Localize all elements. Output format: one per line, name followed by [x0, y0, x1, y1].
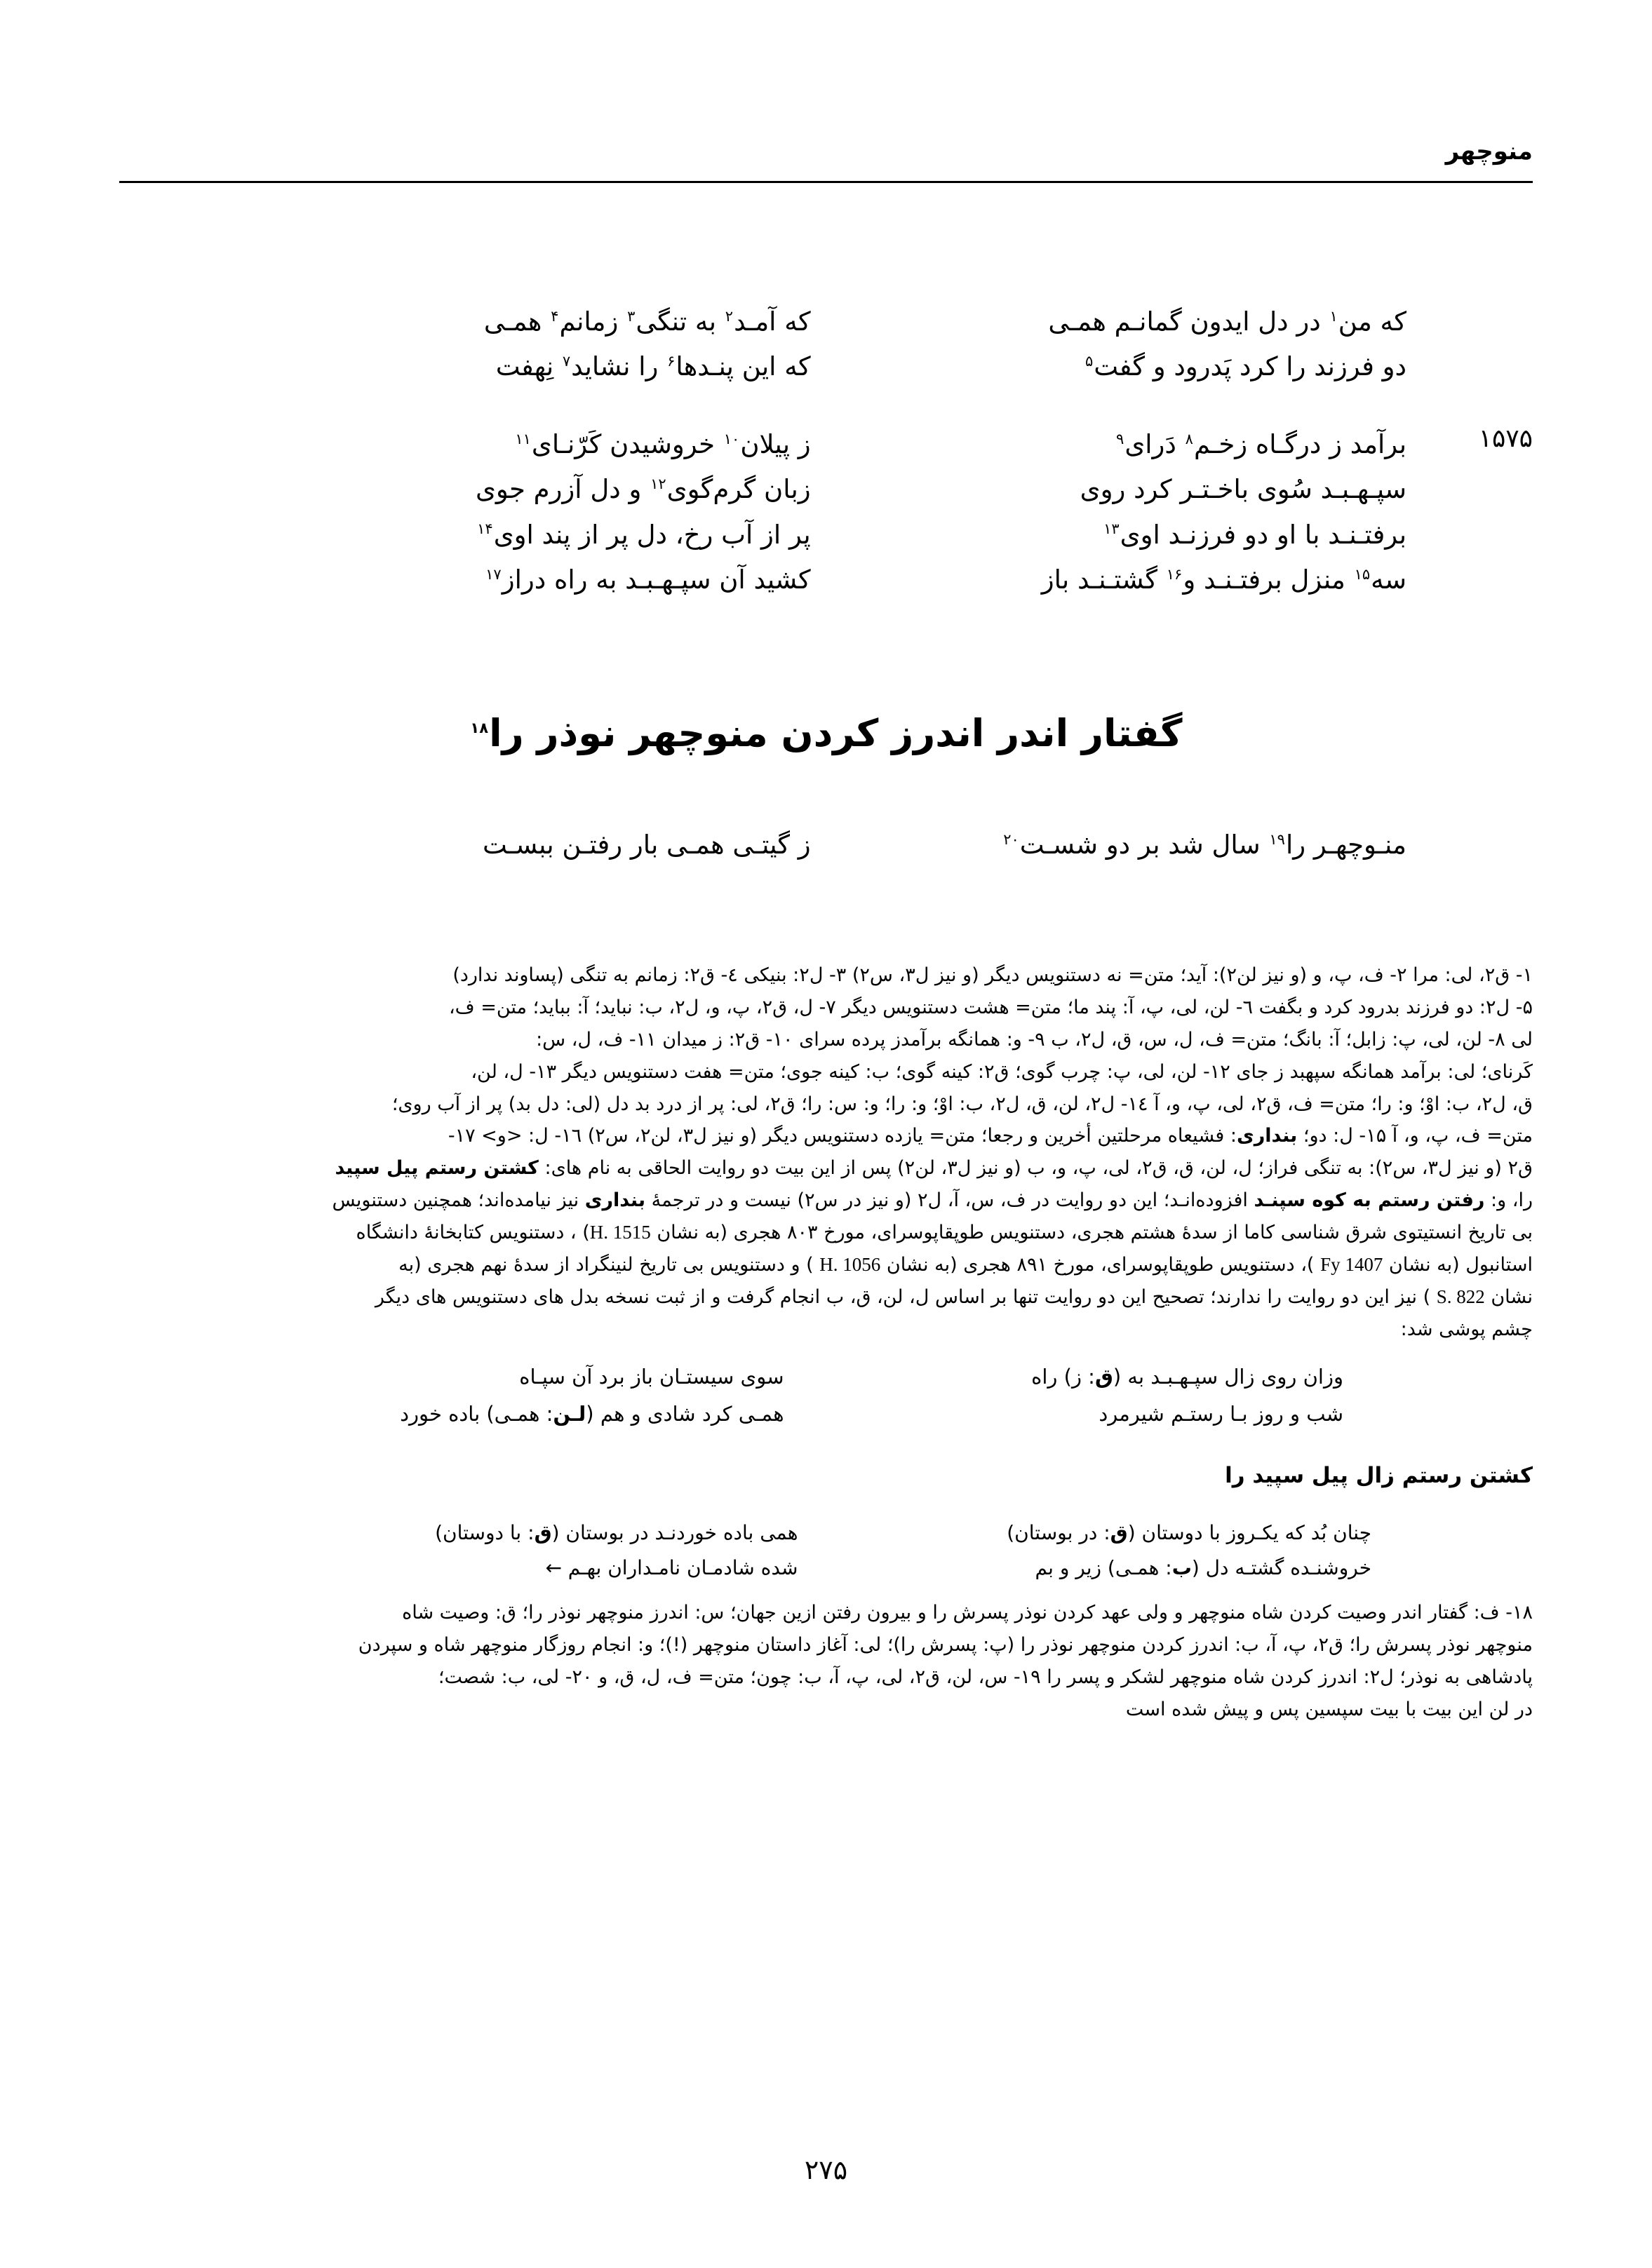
couplet-row	[119, 1396, 1533, 1433]
hemistich-right: برآمد ز درگـاه زخـم$^۸$ دَرای$^۹$	[1116, 428, 1406, 459]
running-head-title: منوچهر	[1445, 137, 1533, 166]
apparatus-line: پادشاهی به نوذر؛ ل۲: اندرز کردن شاه منوچهر لشکر و پسر را ۱۹- س، لن، ق۲، لی، پ، آ، ب: چون؛ متن= ف، ل، ق، و ۲۰- لی، ب: شصت؛	[438, 1666, 1533, 1689]
footnote-marker: ۱۳	[1103, 520, 1120, 538]
hemistich-right: منـوچهـر را$^{۱۹}$ سال شد بر دو شسـت$^{۲۰}$	[1003, 830, 1406, 860]
footnote-marker: ۲	[725, 307, 734, 325]
hemistich-left: ز پیلان$^{۱۰}$ خروشیدن کَرّنـای$^{۱۱}$	[515, 428, 811, 459]
page-number: ۲۷۵	[804, 2154, 848, 2185]
apparatus-line: نشان S. 822 ) نیز این دو روایت را ندارند؛ تصحیح این دو روایت تنها بر اساس ل، لن، ق، ب انجام گرفت و از ثبت نسخه بدل های دستنویس های دیگر	[375, 1285, 1533, 1308]
footnote-marker: ۶	[667, 353, 676, 370]
footnote-marker: ۳	[627, 307, 636, 325]
hemistich-left: زبان گرم‌گوی$^{۱۲}$ و دل آزرم جوی	[475, 474, 811, 505]
bayt-number: ۱۵۷۵	[1478, 424, 1533, 453]
hemistich-right: سه$^{۱۵}$ منزل برفتـنـد و$^{۱۶}$ گشتـنـد باز	[1041, 565, 1406, 595]
footnote-marker: ۷	[562, 353, 571, 370]
footnote-marker: ۹	[1116, 430, 1124, 447]
apparatus-line: ۱- ق۲، لی: مرا ۲- ف، پ، و (و نیز لن۲): آید؛ متن= نه دستنویس دیگر (و نیز ل۳، س۲) ۳- ل۲: بنیکی ٤- ق۲: زمانم به تنگی (پساوند ندارد)	[452, 964, 1533, 986]
hemistich-right: خروشنـده گشتـه دل (ب: همـی) زیر و بم	[1035, 1556, 1371, 1580]
hemistich-right: وزان روی زال سپـهـبـد به (ق: ز) راه	[1031, 1364, 1343, 1389]
hemistich-left: که آمـد$^۲$ به تنگی$^۳$ زمانم$^۴$ همـی	[483, 306, 811, 337]
apparatus-subheading: کشتن رستم زال پیل سپید را	[1225, 1462, 1533, 1488]
couplet-row	[119, 825, 1533, 865]
footnote-marker: ۱۵	[1354, 565, 1371, 583]
header-divider	[119, 181, 1533, 183]
couplet-row	[119, 469, 1533, 510]
couplet-row	[119, 346, 1533, 387]
apparatus-line: ق، ل۲، ب: اوْ؛ و: را؛ متن= ف، ق۲، لی، پ، و، آ ۱٤- ل۲، لن، ق، ل۲، ب: اوْ؛ و: را؛ و: س: را؛ ق۲، لی: پر از درد بد دل (لی: دل بد) پر از آب روی؛	[391, 1093, 1533, 1115]
apparatus-inline-couplets-2	[119, 1516, 1533, 1586]
hemistich-left: همـی کرد شادی و هم (لـن: همـی) باده خورد	[400, 1402, 784, 1426]
hemistich-left: همی باده خوردنـد در بوستان (ق: با دوستان)	[435, 1520, 798, 1544]
verse-spacer	[119, 392, 1533, 424]
hemistich-right: دو فرزند را کرد پَدرود و گفت$^۵$	[1085, 351, 1406, 382]
hemistich-left: که این پنـدها$^۶$ را نشاید$^۷$ نِهفت	[495, 351, 811, 382]
hemistich-right: برفتـنـد با او دو فرزنـد اوی$^{۱۳}$	[1103, 519, 1406, 550]
footnote-marker: ۱۲	[650, 475, 666, 493]
footnote-marker: ۱۶	[1166, 565, 1183, 583]
verse-block-secondary	[119, 825, 1533, 870]
couplet-row	[119, 302, 1533, 342]
apparatus-line: متن= ف، پ، و، آ ۱۵- ل: دو؛ بنداری: فشیعاه مرحلتین أخرین و رجعا؛ متن= یازده دستنویس دیگر (و نیز ل۳، لن۲، س۲) ۱٦- ل: <و> ۱۷-	[448, 1125, 1533, 1147]
footnote-marker: ۲۰	[1003, 830, 1019, 848]
footnote-marker: ۱۱	[515, 430, 531, 447]
apparatus-line: ۱۸- ف: گفتار اندر وصیت کردن شاه منوچهر و ولی عهد کردن نوذر پسرش را و بیرون رفتن ازین جهان؛ س: اندرز منوچهر نوذر را؛ ق: وصیت شاه	[402, 1602, 1533, 1624]
apparatus-lines	[119, 959, 1533, 1346]
footnote-marker: ۴	[551, 307, 559, 325]
hemistich-right: شب و روز بـا رستـم شیرمرد	[1099, 1402, 1343, 1426]
couplet-group-a	[119, 302, 1533, 388]
apparatus-line: ۵- ل۲: دو فرزند بدرود کرد و بگفت ٦- لن، لی، پ، آ: پند ما؛ متن= هشت دستنویس دیگر ۷- ل، ق۲، پ، و، ل۲، ب: نباید؛ آ: بباید؛ متن= ف،	[448, 996, 1533, 1018]
hemistich-right: که من$^۱$ در دل ایدون گمانـم همـی	[1048, 306, 1406, 337]
verse-block-main	[119, 302, 1533, 605]
couplet-row	[119, 1358, 1533, 1396]
apparatus-line: کَرنای؛ لی: برآمد همانگه سپهبد ز جای ۱۲- لن، لی، پ: چرب گوی؛ ق۲: کینه گوی؛ ب: کینه جوی؛ متن= هفت دستنویس دیگر ۱۳- ل، لن،	[471, 1060, 1533, 1083]
footnote-marker: ۱۴	[477, 520, 493, 538]
hemistich-right: چنان بُد که یکـروز با دوستان (ق: در بوستان)	[1007, 1520, 1371, 1544]
apparatus-line: را، و: رفتن رستم به کوه سپنـد افزوده‌انـد؛ این دو روایت در ف، س، آ، ل۲ (و نیز در س۲) نیست و در ترجمهٔ بنداری نیز نیامده‌اند؛ همچنین دستنویس	[332, 1189, 1533, 1212]
apparatus-line: استانبول (به نشان Fy 1407 )، دستنویس طوپقاپوسرای، مورخ ۸۹۱ هجری (به نشان H. 1056 ) و دستنویس بی تاریخ لنینگراد از سدهٔ نهم هجری (به	[398, 1254, 1533, 1276]
footnote-marker: ۸	[1185, 430, 1193, 447]
couplet-row	[119, 1551, 1533, 1586]
footnote-marker: ۵	[1085, 353, 1094, 370]
couplet-row	[119, 515, 1533, 555]
apparatus-line: ق۲ (و نیز ل۳، س۲): به تنگی فراز؛ ل، لن، ق، ق۲، لی، پ، و، ب (و نیز ل۳، لن۲) پس از این بیت دو روایت الحاقی به نام های: کشتن رستم پیل سپید	[335, 1157, 1533, 1180]
footnote-marker: ۱۹	[1269, 830, 1285, 848]
apparatus-line: لی ۸- لن، لی، پ: زابل؛ آ: بانگ؛ متن= ف، ل، س، ق، ل۲، ب ۹- و: همانگه برآمدز پرده سرای ۱۰- ق۲: ز میدان ۱۱- ف، ل، س:	[536, 1028, 1533, 1051]
running-head	[119, 137, 1533, 198]
apparatus-line: در لن این بیت با بیت سپسین پس و پیش شده است	[1125, 1699, 1533, 1721]
hemistich-left: شده شادمـان نامـداران بهـم ←	[545, 1556, 798, 1580]
apparatus-line: منوچهر نوذر پسرش را؛ ق۲، پ، آ، ب: اندرز کردن منوچهر نوذر را (پ: پسرش را)؛ لی: آغاز داستان منوچهر (!)؛ و: انجام روزگار منوچهر شاه و سپردن	[358, 1634, 1533, 1656]
hemistich-left: کشید آن سپـهـبـد به راه دراز$^{۱۷}$	[485, 565, 811, 595]
critical-apparatus	[119, 959, 1533, 1726]
couplet-group-b	[119, 424, 1533, 601]
apparatus-tail-lines	[119, 1597, 1533, 1726]
couplet-row	[119, 560, 1533, 600]
apparatus-line: بی تاریخ انستیتوی شرق شناسی کاما از سدهٔ هشتم هجری، دستنویس طوپقاپوسرای، مورخ ۸۰۳ هجری (به نشان H. 1515) ، دستنویس کتابخانهٔ دانشگاه	[356, 1222, 1533, 1244]
couplet-row-numbered	[119, 424, 1533, 465]
hemistich-left: سوی سیستـان باز برد آن سپـاه	[519, 1364, 784, 1389]
couplet-row	[119, 1516, 1533, 1551]
footnote-marker: ۱۸	[470, 720, 489, 736]
apparatus-inline-couplets	[119, 1358, 1533, 1433]
apparatus-line: چشم پوشی شد:	[1400, 1318, 1533, 1340]
hemistich-left: ز گیتـی همـی بار رفتـن ببسـت	[482, 830, 811, 860]
hemistich-right: سپـهـبـد سُوی باخـتـر کرد روی	[1080, 474, 1406, 505]
hemistich-left: پر از آب رخ، دل پر از پند اوی$^{۱۴}$	[477, 519, 811, 550]
footnote-marker: ۱۰	[723, 430, 740, 447]
section-heading: گفتار اندر اندرز کردن منوچهر نوذر را$^{۱۸}$	[470, 711, 1183, 755]
footnote-marker: ۱	[1329, 307, 1338, 325]
footnote-marker: ۱۷	[485, 565, 502, 583]
